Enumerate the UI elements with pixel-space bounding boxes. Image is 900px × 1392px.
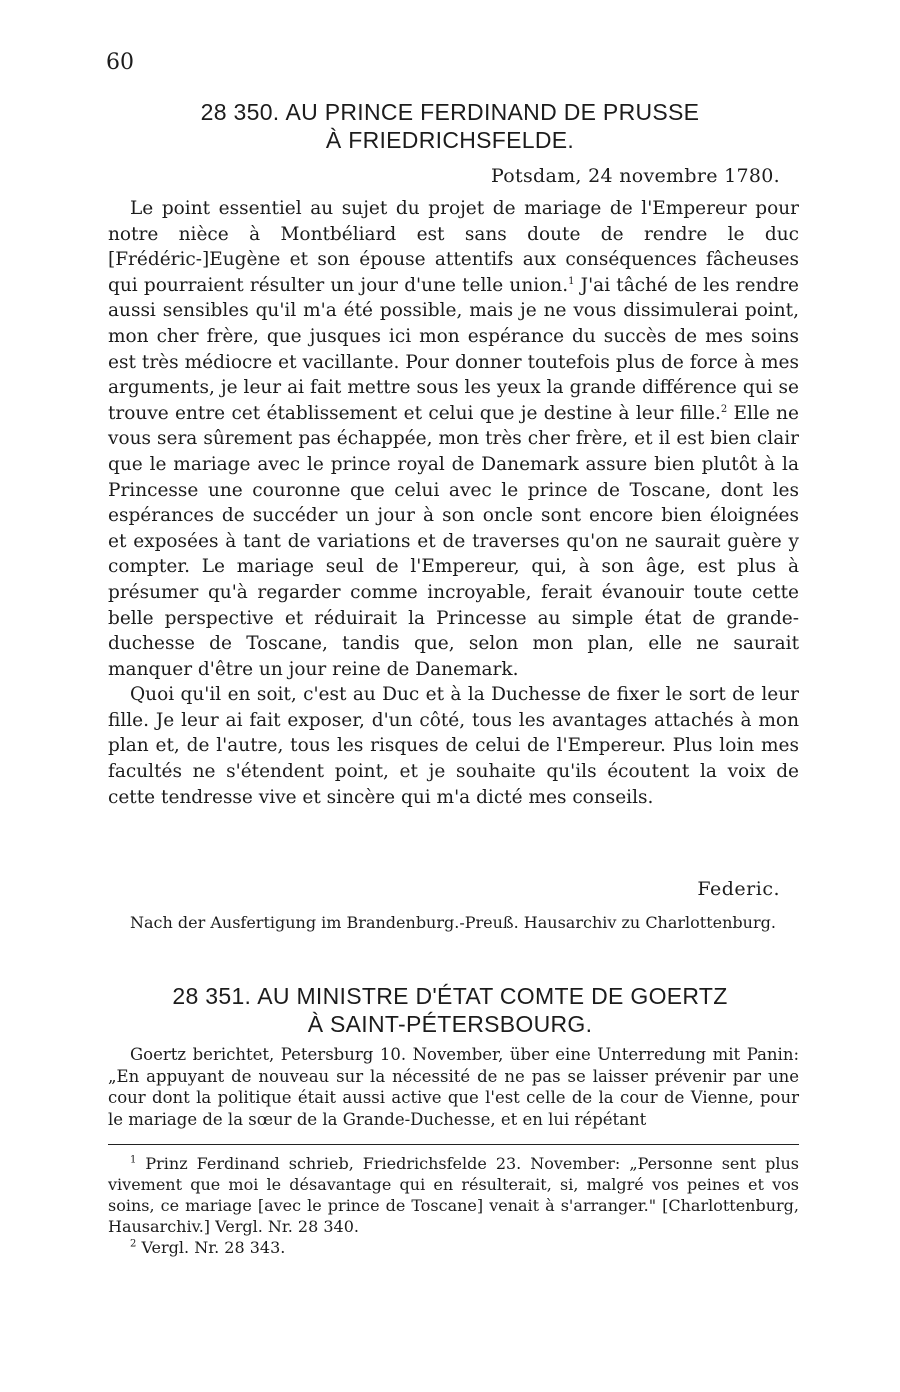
letter-1-signature: Federic. xyxy=(697,878,780,900)
page-number: 60 xyxy=(106,50,134,75)
footnote-2-text: Vergl. Nr. 28 343. xyxy=(136,1238,286,1257)
footnote-1-text: Prinz Ferdinand schrieb, Friedrichsfelde 23. November: „Personne sent plus vivement que moi le désavantage qui en résulterait, si, malgré vos peines et vos soins, ce mariage [avec le prince de Toscane] venait à s'arranger." [Charlottenburg, Hausarchiv.] Vergl. Nr. 28 340. xyxy=(108,1154,799,1236)
letter-2-title-line-2: À SAINT-PÉTERSBOURG. xyxy=(307,1011,593,1037)
letter-2-number: 28 351. xyxy=(172,983,252,1009)
letter-1-heading xyxy=(0,98,900,154)
letter-1-paragraph-2: Quoi qu'il en soit, c'est au Duc et à la Duchesse de fixer le sort de leur fille. Je leur ai fait exposer, d'un côté, tous les avantages attachés à mon plan et, de l'autre, tous les risques de celui de l'Empereur. Plus loin mes facultés ne s'étendent point, et je souhaite qu'ils écoutent la voix de cette tendresse vive et sincère qui m'a dicté mes conseils. xyxy=(108,684,799,808)
letter-1-body xyxy=(108,196,799,810)
footnote-1 xyxy=(108,1153,799,1237)
letter-1-para-1-part-a: Le point essentiel au sujet du projet de mariage de l'Empereur pour notre nièce à Montbéliard est sans doute de rendre le duc [Frédéric-]Eugène et son épouse attentifs aux conséquences fâcheuses qui pourraient résulter un jour d'une telle union. xyxy=(108,198,799,296)
letter-1-title-line-1: AU PRINCE FERDINAND DE PRUSSE xyxy=(285,99,700,125)
letter-1-source xyxy=(108,912,799,933)
letter-2-summary-text: Goertz berichtet, Petersburg 10. November, über eine Unterredung mit Panin: „En appuyant de nouveau sur la nécessité de ne pas se laisser prévenir par une cour dont la politique était aussi active que l'est celle de la cour de Vienne, pour le mariage de la sœur de la Grande-Duchesse, et en lui répétant xyxy=(108,1045,799,1129)
letter-2-heading xyxy=(0,982,900,1038)
footnote-ref-1: 1 xyxy=(568,275,575,287)
footnote-ref-2: 2 xyxy=(720,403,728,415)
letter-1-paragraph-1 xyxy=(108,196,799,682)
footnote-divider xyxy=(108,1144,799,1145)
letter-2-summary xyxy=(108,1044,799,1130)
footnote-2-marker: 2 xyxy=(130,1238,137,1250)
letter-1-dateline: Potsdam, 24 novembre 1780. xyxy=(490,165,780,187)
letter-1-number: 28 350. xyxy=(200,99,280,125)
letter-1-para-1-part-c: Elle ne vous sera sûrement pas échappée, mon très cher frère, et il est bien clair que le mariage avec le prince royal de Danemark assure bien plutôt à la Princesse une couronne que celui avec le prince de Toscane, dont les espérances de succéder un jour à son oncle sont encore bien éloignées et exposées à tant de variations et de traverses qu'on ne saurait guère y compter. Le mariage seul de l'Empereur, qui, à son âge, est plus à présumer qu'à regarder comme incroyable, ferait évanouir toute cette belle perspective et réduirait la Princesse au simple état de grande-duchesse de Toscane, tandis que, selon mon plan, elle ne saurait manquer d'être un jour reine de Danemark. xyxy=(108,402,799,680)
footnote-2 xyxy=(108,1237,799,1258)
letter-2-title-line-1: AU MINISTRE D'ÉTAT COMTE DE GOERTZ xyxy=(257,983,728,1009)
footnote-1-marker: 1 xyxy=(130,1154,137,1166)
footnotes xyxy=(108,1153,799,1258)
letter-1-title-line-2: À FRIEDRICHSFELDE. xyxy=(325,127,575,153)
letter-1-source-note: Nach der Ausfertigung im Brandenburg.-Preuß. Hausarchiv zu Charlottenburg. xyxy=(130,913,776,932)
letter-1-para-1-part-b: J'ai tâché de les rendre aussi sensibles qu'il m'a été possible, mais je ne vous dissimulerai point, mon cher frère, que jusques ici mon espérance du succès de mes soins est très médiocre et vacillante. Pour donner toutefois plus de force à mes arguments, je leur ai fait mettre sous les yeux la grande différence qui se trouve entre cet établissement et celui que je destine à leur fille. xyxy=(108,274,799,424)
